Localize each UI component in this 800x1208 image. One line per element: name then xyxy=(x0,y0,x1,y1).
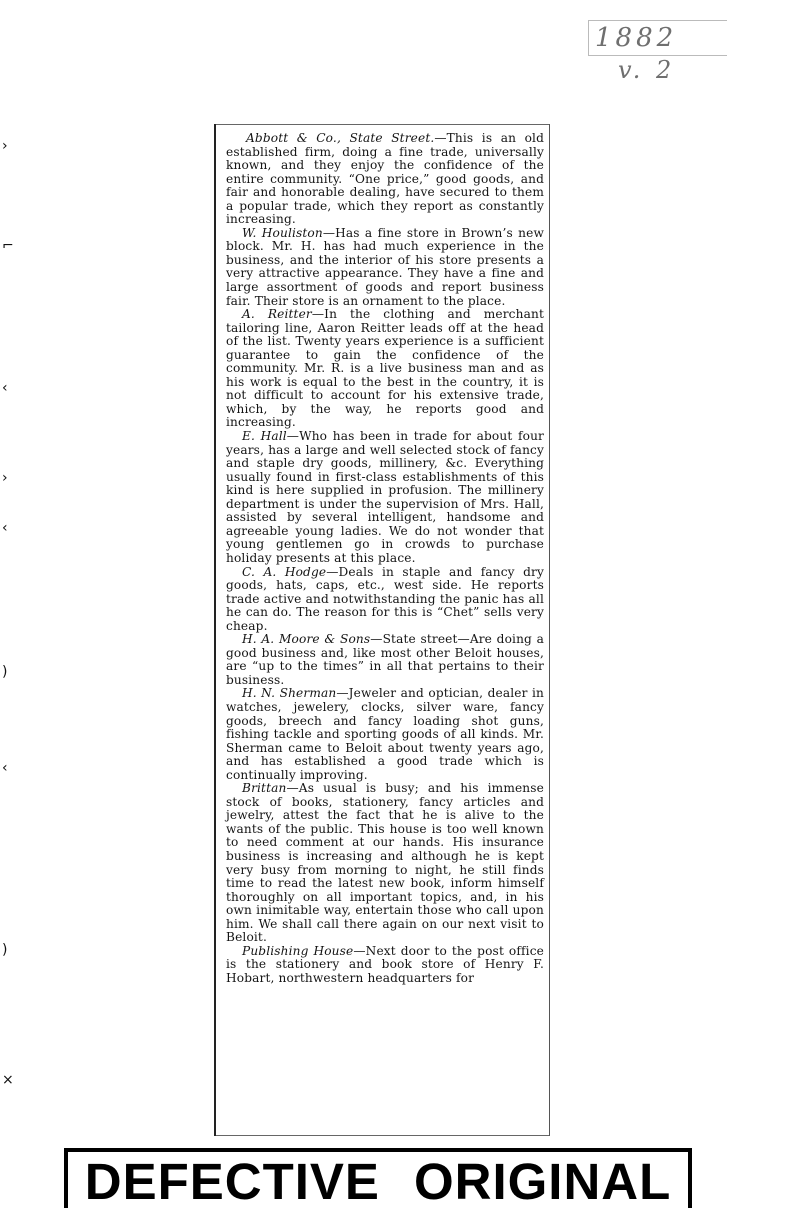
business-heading: E. Hall xyxy=(242,429,287,444)
business-heading: H. N. Sherman xyxy=(242,686,337,701)
newspaper-clipping xyxy=(214,124,550,1136)
paragraph-text: —Deals in staple and fancy dry goods, hats, caps, etc., west side. He reports trade active and notwithstanding the panic has all he can do. The reason for this is “Chet” sells very cheap. xyxy=(226,564,544,633)
business-heading: Publishing House xyxy=(242,943,354,958)
business-heading: Abbott & Co., State Street. xyxy=(246,131,435,145)
margin-speck: × xyxy=(2,1072,14,1088)
article-paragraph xyxy=(226,132,544,227)
business-heading: Brittan xyxy=(242,781,287,796)
margin-speck: ⌐ xyxy=(2,238,14,254)
margin-speck: › xyxy=(2,470,8,486)
article-column xyxy=(226,132,544,985)
article-paragraph xyxy=(226,782,544,945)
business-heading: W. Houliston xyxy=(242,225,323,240)
article-paragraph xyxy=(226,633,544,687)
paragraph-text: —Jeweler and optician, dealer in watches, jewelery, clocks, silver ware, fancy goods, breech and fancy loading shot guns, fishing tackle and sporting goods of all kinds. Mr. Sherman came to Beloit about twenty years ago, and has established a good trade which is continually improving. xyxy=(226,686,544,782)
business-heading: C. A. Hodge xyxy=(242,564,327,579)
handwritten-year-annotation: 1882 xyxy=(588,20,727,56)
paragraph-text: —This is an old established firm, doing a fine trade, universally known, and they enjoy the confidence of the entire community. “One price,” good goods, and fair and honorable dealing, have secured to them a popular trade, which they report as constantly increasing. xyxy=(226,131,544,227)
article-paragraph xyxy=(226,687,544,782)
stamp-word-defective: DEFECTIVE xyxy=(84,1153,380,1208)
margin-speck: ‹ xyxy=(2,520,8,536)
article-paragraph xyxy=(226,430,544,565)
paragraph-text: —Next door to the post office is the stationery and book store of Henry F. Hobart, northwestern headquarters for xyxy=(226,943,544,985)
article-paragraph xyxy=(226,227,544,308)
paragraph-text: —Has a fine store in Brown’s new block. Mr. H. has had much experience in the business, and the interior of his store presents a very attractive appearance. They have a fine and large assortment of goods and report business fair. Their store is an ornament to the place. xyxy=(226,225,545,308)
defective-original-stamp xyxy=(64,1148,692,1208)
business-heading: A. Reitter xyxy=(242,307,312,322)
margin-speck: ‹ xyxy=(2,380,8,396)
margin-speck: ) xyxy=(2,664,8,680)
margin-speck: › xyxy=(2,138,8,154)
margin-speck: ) xyxy=(2,942,8,958)
paragraph-text: —Who has been in trade for about four years, has a large and well selected stock of fancy and staple dry goods, millinery, &c. Everything usually found in first-class establishments of this kind is here supplied in profusion. The millinery department is under the supervision of Mrs. Hall, assisted by several intelligent, handsome and agreeable young ladies. We do not wonder that young gentlemen go in crowds to purchase holiday presents at this place. xyxy=(226,429,544,565)
article-paragraph xyxy=(226,945,544,986)
paragraph-text: —As usual is busy; and his immense stock of books, stationery, fancy articles and jewelry, attest the fact that he is alive to the wants of the public. This house is too well known to need comment at our hands. His insurance business is increasing and although he is kept very busy from morning to night, he still finds time to read the latest new book, inform himself thoroughly on all important topics, and, in his own inimitable way, entertain those who call upon him. We shall call there again on our next visit to Beloit. xyxy=(226,781,544,945)
article-paragraph xyxy=(226,566,544,634)
stamp-word-original: ORIGINAL xyxy=(413,1153,672,1208)
paragraph-text: —In the clothing and merchant tailoring line, Aaron Reitter leads off at the head of the list. Twenty years experience is a sufficient guarantee to gain the confidence of the community. Mr. R. is a live business man and as his work is equal to the best in the country, it is not difficult to account for his extensive trade, which, by the way, he reports good and increasing. xyxy=(226,307,544,430)
paragraph-text: —State street—Are doing a good business and, like most other Beloit houses, are “up to the times” in all that pertains to their business. xyxy=(226,632,544,687)
margin-speck: ‹ xyxy=(2,760,8,776)
business-heading: H. A. Moore & Sons xyxy=(242,632,371,647)
handwritten-volume-annotation: v. 2 xyxy=(618,56,676,84)
article-paragraph xyxy=(226,308,544,430)
